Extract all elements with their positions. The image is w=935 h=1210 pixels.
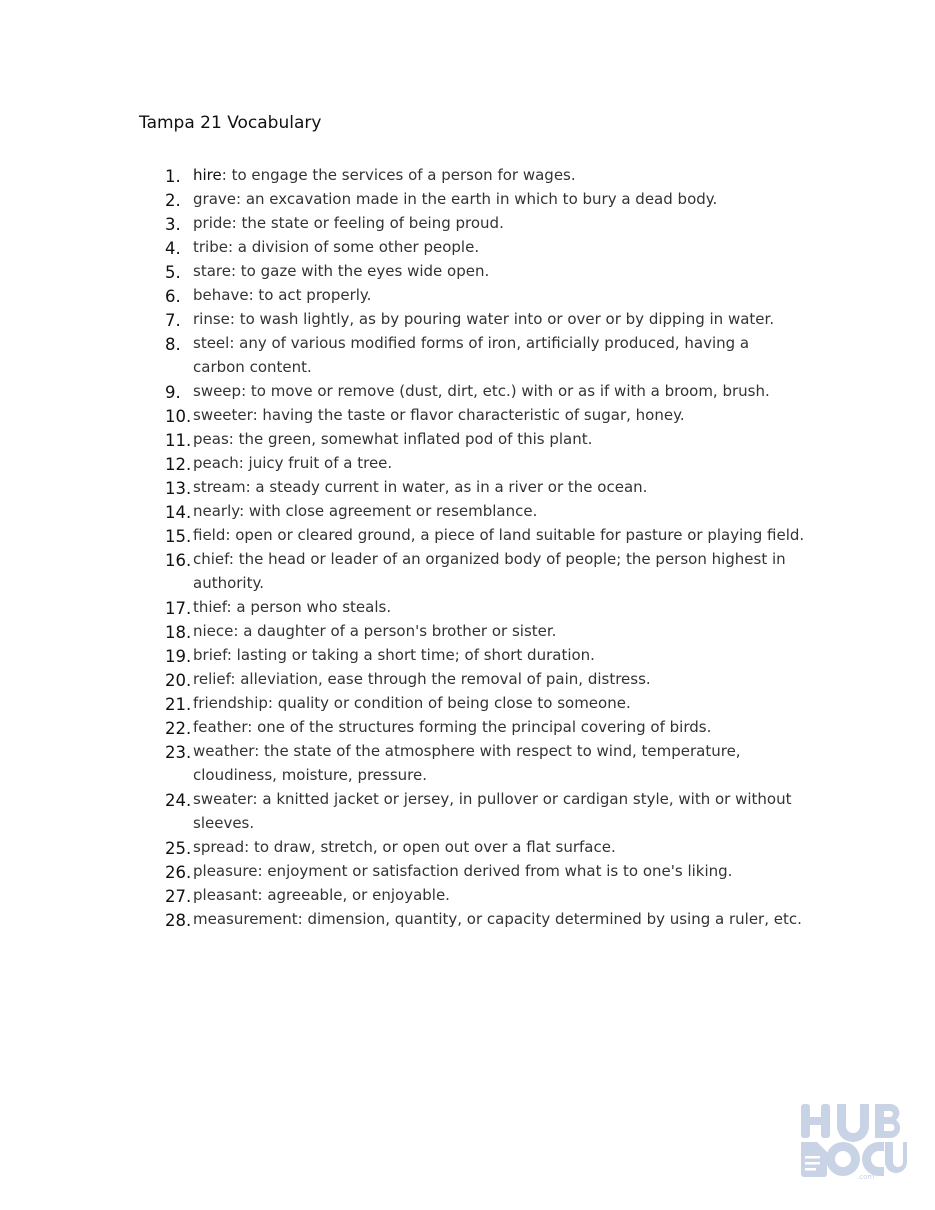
word-separator: :	[230, 262, 237, 280]
vocab-word: weather	[193, 742, 255, 760]
vocab-word: hire	[193, 166, 222, 184]
item-number: 8.	[165, 335, 181, 354]
vocab-word: sweeter	[193, 406, 253, 424]
vocab-entry	[193, 235, 805, 259]
item-number: 15.	[165, 527, 192, 546]
vocab-item	[165, 283, 805, 307]
vocab-word: sweater	[193, 790, 253, 808]
vocab-definition: any of various modified forms of iron, artificially produced, having a carbon content.	[193, 334, 750, 376]
item-number: 2.	[165, 191, 181, 210]
word-separator: :	[226, 598, 232, 616]
vocab-word: nearly	[193, 502, 240, 520]
vocab-item	[165, 667, 805, 691]
vocab-entry	[193, 187, 805, 211]
item-number: 13.	[165, 479, 192, 498]
vocab-word: niece	[193, 622, 234, 640]
vocab-word: tribe	[193, 238, 228, 256]
vocab-entry	[193, 451, 805, 475]
vocab-definition: to wash lightly, as by pouring water into or over or by dipping in water.	[234, 310, 775, 328]
vocab-entry	[193, 595, 805, 619]
item-number: 20.	[165, 671, 192, 690]
vocab-word: spread	[193, 838, 245, 856]
item-number: 27.	[165, 887, 192, 906]
vocab-item	[165, 619, 805, 643]
vocab-definition: an excavation made in the earth in which to bury a dead body.	[241, 190, 718, 208]
vocab-definition: agreeable, or enjoyable.	[262, 886, 450, 904]
word-separator: :	[254, 742, 260, 760]
vocab-definition: quality or condition of being close to someone.	[272, 694, 631, 712]
vocab-item	[165, 427, 805, 451]
vocab-item	[165, 787, 805, 835]
vocab-word: feather	[193, 718, 248, 736]
word-separator: :	[297, 910, 303, 928]
vocab-item	[165, 739, 805, 787]
vocabulary-list	[165, 163, 805, 931]
vocab-word: sweep	[193, 382, 242, 400]
vocab-definition: the green, somewhat inflated pod of this plant.	[233, 430, 593, 448]
vocab-item	[165, 379, 805, 403]
word-separator: :	[221, 166, 227, 184]
word-separator: :	[226, 646, 232, 664]
vocab-definition: having the taste or flavor characteristic of sugar, honey.	[257, 406, 685, 424]
vocab-entry	[193, 499, 805, 523]
vocab-entry	[193, 163, 805, 187]
word-separator: :	[238, 454, 244, 472]
word-separator: :	[227, 238, 234, 256]
item-number: 10.	[165, 407, 192, 426]
vocab-word: measurement	[193, 910, 298, 928]
item-number: 4.	[165, 239, 181, 258]
item-number: 1.	[165, 167, 181, 186]
vocab-word: steel	[193, 334, 230, 352]
vocab-definition: the head or leader of an organized body of people; the person highest in authority.	[193, 550, 786, 592]
vocab-definition: to move or remove (dust, dirt, etc.) with or as if with a broom, brush.	[246, 382, 770, 400]
vocab-item	[165, 595, 805, 619]
word-separator: :	[252, 406, 258, 424]
vocab-item	[165, 643, 805, 667]
word-separator: :	[225, 526, 231, 544]
item-number: 3.	[165, 215, 181, 234]
vocab-definition: a division of some other people.	[233, 238, 480, 256]
word-separator: :	[257, 862, 263, 880]
vocab-definition: to act properly.	[253, 286, 372, 304]
vocab-entry	[193, 715, 805, 739]
vocab-definition: one of the structures forming the principal covering of birds.	[252, 718, 712, 736]
vocab-entry	[193, 859, 805, 883]
vocab-item	[165, 187, 805, 211]
word-separator: :	[233, 622, 239, 640]
vocab-item	[165, 307, 805, 331]
vocab-definition: to engage the services of a person for wages.	[226, 166, 576, 184]
vocab-definition: the state of the atmosphere with respect to wind, temperature, cloudiness, moisture, pressure.	[193, 742, 741, 784]
vocab-item	[165, 835, 805, 859]
item-number: 19.	[165, 647, 192, 666]
vocab-definition: to draw, stretch, or open out over a flat surface.	[249, 838, 616, 856]
vocab-entry	[193, 883, 805, 907]
item-number: 6.	[165, 287, 181, 306]
item-number: 14.	[165, 503, 192, 522]
vocab-word: rinse	[193, 310, 230, 328]
word-separator: :	[231, 214, 237, 232]
vocab-word: field	[193, 526, 226, 544]
vocab-item	[165, 907, 805, 931]
vocab-entry	[193, 739, 805, 787]
vocab-definition: a steady current in water, as in a river or the ocean.	[250, 478, 648, 496]
vocab-word: pleasure	[193, 862, 258, 880]
vocab-entry	[193, 211, 805, 235]
vocab-word: stare	[193, 262, 231, 280]
vocab-entry	[193, 283, 805, 307]
vocab-entry	[193, 547, 805, 595]
word-separator: :	[267, 694, 273, 712]
word-separator: :	[247, 718, 253, 736]
word-separator: :	[230, 670, 236, 688]
vocab-item	[165, 235, 805, 259]
vocab-word: relief	[193, 670, 231, 688]
item-number: 28.	[165, 911, 192, 930]
vocab-item	[165, 211, 805, 235]
vocab-definition: with close agreement or resemblance.	[244, 502, 538, 520]
vocab-item	[165, 691, 805, 715]
word-separator: :	[248, 286, 254, 304]
vocab-entry	[193, 403, 805, 427]
word-separator: :	[257, 886, 263, 904]
item-number: 24.	[165, 791, 192, 810]
item-number: 16.	[165, 551, 192, 570]
vocab-definition: enjoyment or satisfaction derived from what is to one's liking.	[262, 862, 733, 880]
vocab-definition: a daughter of a person's brother or sister.	[238, 622, 557, 640]
word-separator: :	[229, 334, 235, 352]
vocab-word: pleasant	[193, 886, 258, 904]
item-number: 22.	[165, 719, 192, 738]
vocab-entry	[193, 787, 805, 835]
vocab-definition: to gaze with the eyes wide open.	[236, 262, 490, 280]
vocab-entry	[193, 907, 805, 931]
vocab-definition: a knitted jacket or jersey, in pullover or cardigan style, with or without sleeves.	[193, 790, 792, 832]
vocab-word: peas	[193, 430, 229, 448]
vocab-item	[165, 547, 805, 595]
vocab-word: friendship	[193, 694, 268, 712]
item-number: 25.	[165, 839, 192, 858]
vocab-definition: a person who steals.	[231, 598, 392, 616]
item-number: 17.	[165, 599, 192, 618]
vocab-word: peach	[193, 454, 239, 472]
word-separator: :	[252, 790, 258, 808]
vocab-definition: dimension, quantity, or capacity determined by using a ruler, etc.	[302, 910, 802, 928]
word-separator: :	[236, 190, 242, 208]
page-title: Tampa 21 Vocabulary	[139, 113, 322, 133]
vocab-item	[165, 331, 805, 379]
vocab-entry	[193, 619, 805, 643]
vocab-definition: open or cleared ground, a piece of land suitable for pasture or playing field.	[230, 526, 805, 544]
word-separator: :	[228, 550, 234, 568]
item-number: 7.	[165, 311, 181, 330]
vocab-word: brief	[193, 646, 227, 664]
item-number: 5.	[165, 263, 181, 282]
vocab-entry	[193, 379, 805, 403]
word-separator: :	[239, 502, 245, 520]
watermark-suffix: .com	[857, 1173, 875, 1180]
vocab-entry	[193, 427, 805, 451]
item-number: 21.	[165, 695, 192, 714]
vocab-item	[165, 259, 805, 283]
vocab-entry	[193, 307, 805, 331]
vocab-item	[165, 163, 805, 187]
vocab-item	[165, 715, 805, 739]
vocab-entry	[193, 691, 805, 715]
vocab-word: stream	[193, 478, 246, 496]
vocab-word: behave	[193, 286, 249, 304]
vocab-item	[165, 475, 805, 499]
word-separator: :	[228, 430, 234, 448]
vocab-item	[165, 451, 805, 475]
word-separator: :	[229, 310, 235, 328]
item-number: 9.	[165, 383, 181, 402]
vocab-definition: the state or feeling of being proud.	[236, 214, 504, 232]
item-number: 18.	[165, 623, 192, 642]
vocab-entry	[193, 835, 805, 859]
vocab-entry	[193, 643, 805, 667]
item-number: 26.	[165, 863, 192, 882]
vocab-item	[165, 403, 805, 427]
vocab-item	[165, 499, 805, 523]
vocab-definition: lasting or taking a short time; of short duration.	[231, 646, 595, 664]
vocab-word: grave	[193, 190, 236, 208]
item-number: 11.	[165, 431, 192, 450]
word-separator: :	[241, 382, 247, 400]
vocab-entry	[193, 331, 805, 379]
vocab-item	[165, 523, 805, 547]
word-separator: :	[244, 838, 250, 856]
vocab-definition: alleviation, ease through the removal of pain, distress.	[235, 670, 651, 688]
vocab-item	[165, 859, 805, 883]
vocab-item	[165, 883, 805, 907]
word-separator: :	[245, 478, 251, 496]
item-number: 23.	[165, 743, 192, 762]
vocab-entry	[193, 667, 805, 691]
hubdocu-watermark-logo	[799, 1098, 909, 1180]
item-number: 12.	[165, 455, 192, 474]
vocab-word: pride	[193, 214, 232, 232]
vocab-definition: juicy fruit of a tree.	[243, 454, 393, 472]
vocab-word: chief	[193, 550, 229, 568]
vocab-word: thief	[193, 598, 227, 616]
vocab-entry	[193, 475, 805, 499]
vocab-entry	[193, 523, 805, 547]
vocab-entry	[193, 259, 805, 283]
